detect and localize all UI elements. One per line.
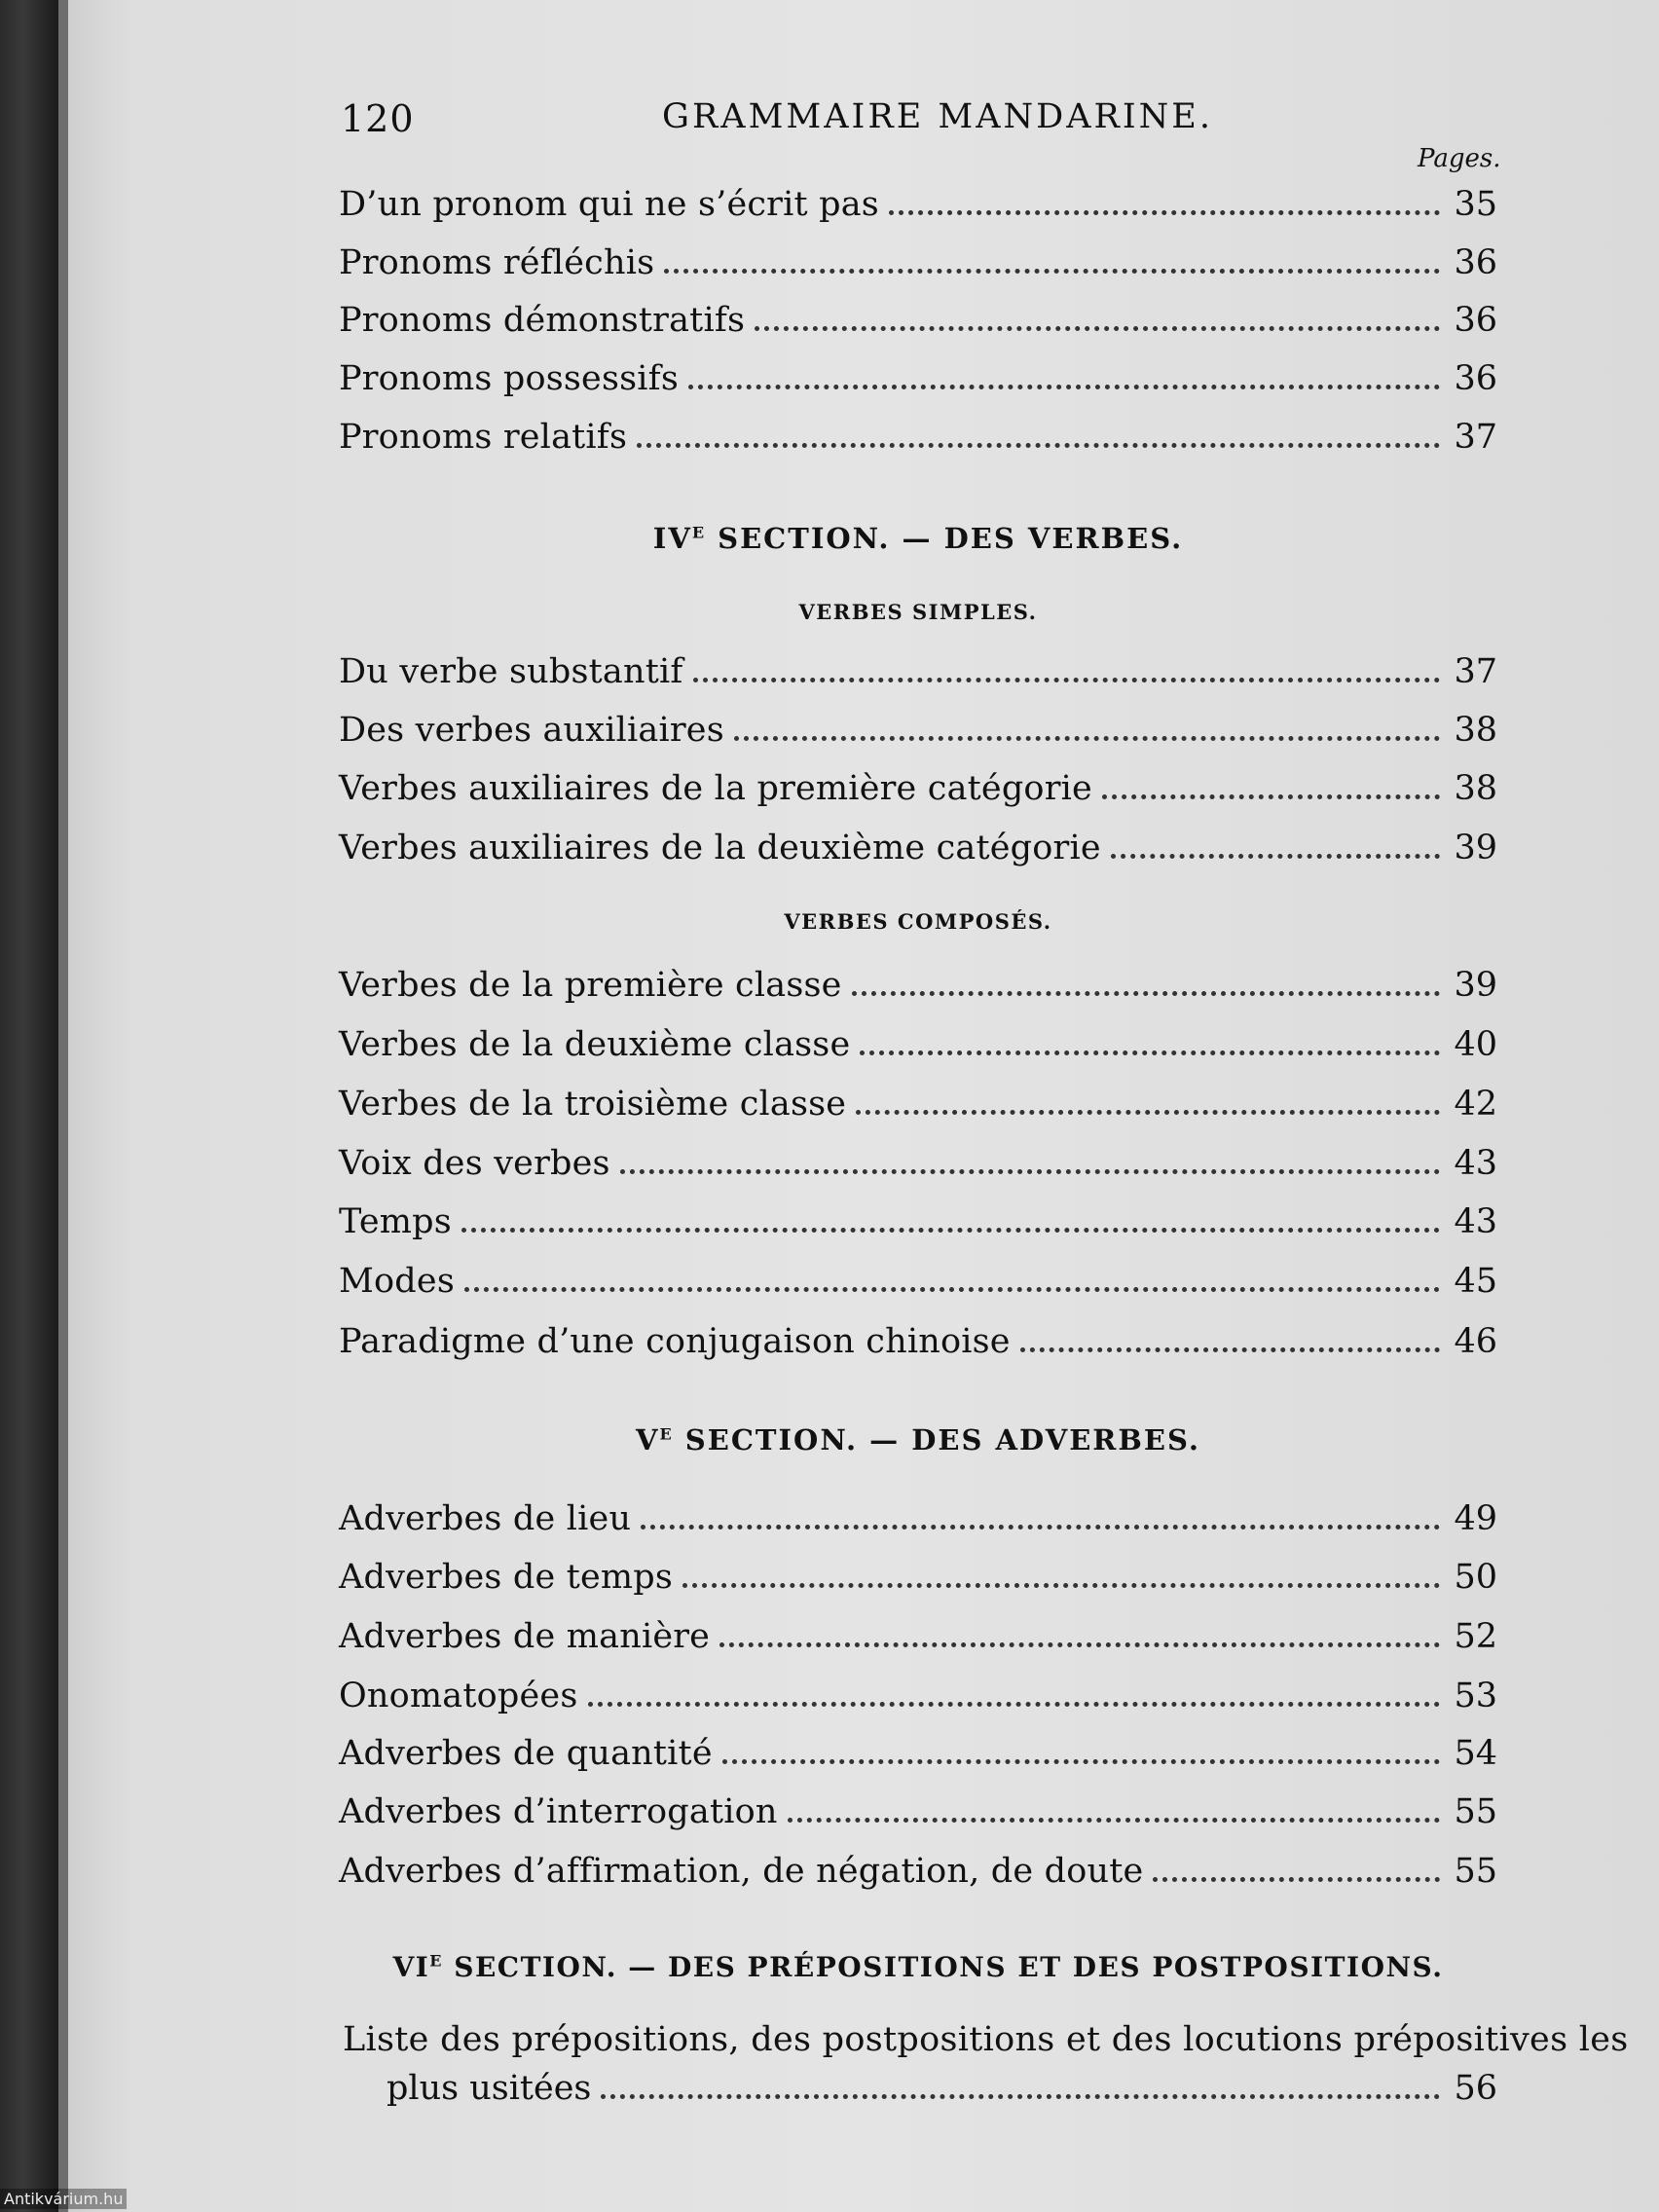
entry-page: 55 [1454, 1792, 1497, 1831]
dot-leader [1111, 854, 1441, 859]
dot-leader [788, 1818, 1441, 1823]
entry-label: Verbes de la première classe [339, 966, 842, 1005]
entry-label: D’un pronom qui ne s’écrit pas [339, 185, 879, 224]
toc-entry [339, 1667, 1497, 1715]
entry-page: 36 [1454, 359, 1497, 398]
dot-leader [1020, 1347, 1441, 1352]
section-title: SECTION. — DES VERBES. [706, 522, 1184, 555]
entry-page: 46 [1454, 1322, 1497, 1361]
section-superscript: E [659, 1424, 674, 1444]
section-numeral: V [635, 1423, 660, 1456]
toc-entry-multiline [343, 2020, 1629, 2108]
entry-label: Temps [339, 1202, 452, 1241]
entry-label: Du verbe substantif [339, 652, 683, 691]
toc-entry [339, 350, 1497, 398]
entry-label-line2: plus usitées [387, 2069, 592, 2108]
entry-label: Verbes de la troisième classe [339, 1085, 847, 1124]
entry-page: 37 [1454, 652, 1497, 691]
dot-leader [682, 1583, 1440, 1588]
section-numeral: IV [652, 522, 692, 555]
toc-entry [339, 234, 1497, 282]
toc-entry [339, 956, 1497, 1005]
entry-page: 55 [1454, 1852, 1497, 1891]
toc-entry [339, 701, 1497, 750]
toc-entry [339, 819, 1497, 867]
dot-leader [637, 443, 1440, 448]
entry-label: Verbes de la deuxième classe [339, 1025, 851, 1064]
toc-entry [339, 408, 1497, 457]
dot-leader [601, 2094, 1440, 2099]
toc-entry [339, 1548, 1497, 1597]
subheading-verbes-simples: VERBES SIMPLES. [798, 600, 1038, 624]
dot-leader [722, 1759, 1441, 1764]
entry-label: Adverbes de lieu [339, 1499, 632, 1538]
dot-leader [734, 736, 1441, 741]
entry-label: Verbes auxiliaires de la première catégorie [339, 769, 1092, 808]
section-heading-v [339, 1423, 1497, 1456]
toc-entry [339, 1724, 1497, 1773]
section-numeral: VI [392, 1951, 430, 1983]
entry-page: 53 [1454, 1677, 1497, 1715]
entry-page: 37 [1454, 418, 1497, 457]
dot-leader [755, 326, 1440, 331]
entry-page: 38 [1454, 769, 1497, 808]
dot-leader [620, 1169, 1441, 1174]
entry-label: Pronoms démonstratifs [339, 301, 746, 340]
entry-page: 36 [1454, 243, 1497, 282]
dot-leader [464, 1287, 1440, 1292]
entry-page: 54 [1454, 1734, 1497, 1773]
dot-leader [852, 991, 1441, 996]
dot-leader [1153, 1877, 1440, 1882]
entry-page: 35 [1454, 185, 1497, 224]
entry-label: Adverbes de quantité [339, 1734, 713, 1773]
toc-entry [339, 1490, 1497, 1538]
entry-label: Pronoms possessifs [339, 359, 679, 398]
entry-label: Des verbes auxiliaires [339, 711, 724, 750]
section-heading-iv [339, 522, 1497, 555]
section-heading-vi [339, 1951, 1497, 1983]
toc-entry [339, 759, 1497, 808]
running-title: GRAMMAIRE MANDARINE. [662, 97, 1213, 136]
dot-leader [461, 1228, 1441, 1233]
entry-label: Adverbes de manière [339, 1617, 711, 1656]
toc-entry [339, 1783, 1497, 1831]
entry-label: Modes [339, 1262, 455, 1301]
book-spine-shadow [0, 0, 58, 2212]
dot-leader [588, 1702, 1441, 1707]
section-title: SECTION. — DES PRÉPOSITIONS ET DES POSTPOSITIONS. [442, 1951, 1444, 1983]
dot-leader [664, 269, 1440, 274]
pages-column-label: Pages. [1418, 144, 1501, 173]
dot-leader [1102, 794, 1441, 799]
toc-entry [339, 1252, 1497, 1301]
entry-page: 52 [1454, 1617, 1497, 1656]
entry-label: Pronoms réfléchis [339, 243, 655, 282]
entry-page: 56 [1454, 2069, 1497, 2108]
entry-label: Onomatopées [339, 1677, 578, 1715]
toc-entry [339, 1193, 1497, 1241]
dot-leader [693, 678, 1441, 682]
dot-leader [719, 1642, 1440, 1647]
dot-leader [860, 1051, 1440, 1055]
toc-entry [339, 1312, 1497, 1361]
entry-label: Adverbes d’affirmation, de négation, de doute [339, 1852, 1144, 1891]
folio: 120 [341, 97, 415, 140]
entry-page: 40 [1454, 1025, 1497, 1064]
toc-entry [339, 1134, 1497, 1183]
entry-label: Adverbes d’interrogation [339, 1792, 778, 1831]
watermark: Antikvárium.hu [0, 2189, 127, 2209]
entry-page: 49 [1454, 1499, 1497, 1538]
entry-line2 [343, 2069, 1497, 2108]
dot-leader [856, 1110, 1440, 1115]
entry-label: Adverbes de temps [339, 1558, 674, 1597]
toc-entry [339, 643, 1497, 691]
toc-entry [339, 1015, 1497, 1064]
section-superscript: E [429, 1951, 443, 1971]
entry-label: Paradigme d’une conjugaison chinoise [339, 1322, 1011, 1361]
entry-page: 42 [1454, 1085, 1497, 1124]
entry-page: 39 [1454, 966, 1497, 1005]
subheading-verbes-composes: VERBES COMPOSÉS. [784, 909, 1052, 934]
toc-entry [339, 291, 1497, 340]
entry-page: 38 [1454, 711, 1497, 750]
toc-entry [339, 1607, 1497, 1656]
entry-label: Pronoms relatifs [339, 418, 628, 457]
entry-page: 50 [1454, 1558, 1497, 1597]
section-title: SECTION. — DES ADVERBES. [673, 1423, 1201, 1456]
toc-entry [339, 1075, 1497, 1124]
dot-leader [889, 210, 1441, 215]
toc-entry [339, 175, 1497, 224]
running-head [341, 97, 1509, 156]
entry-page: 36 [1454, 301, 1497, 340]
dot-leader [688, 385, 1440, 389]
dot-leader [641, 1525, 1440, 1530]
entry-page: 39 [1454, 829, 1497, 867]
section-superscript: E [691, 523, 707, 542]
entry-page: 43 [1454, 1202, 1497, 1241]
entry-label: Verbes auxiliaires de la deuxième catégorie [339, 829, 1101, 867]
toc-entry [339, 1842, 1497, 1891]
entry-page: 45 [1454, 1262, 1497, 1301]
entry-label-line1: Liste des prépositions, des postpositions et des locutions prépositives les [343, 2020, 1629, 2059]
entry-label: Voix des verbes [339, 1144, 610, 1183]
entry-page: 43 [1454, 1144, 1497, 1183]
